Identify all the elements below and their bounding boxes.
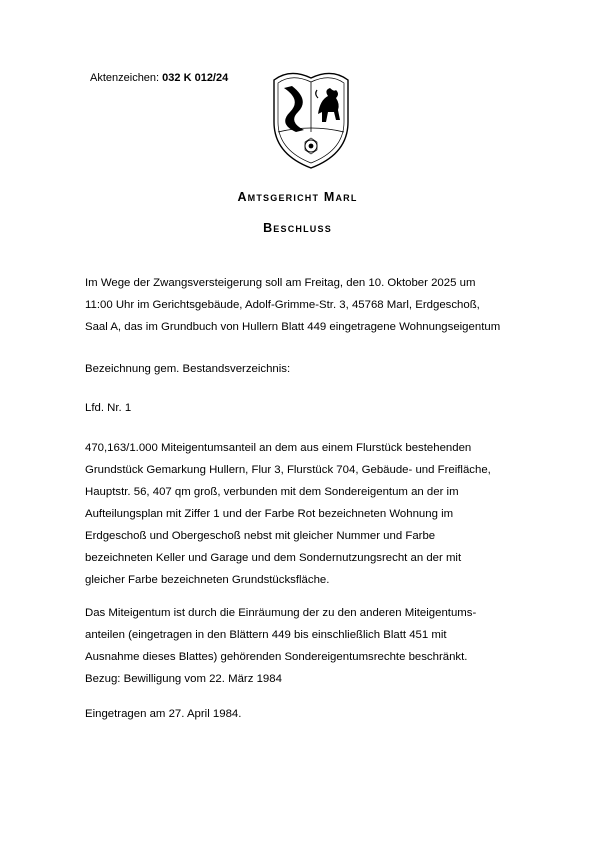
text-line: gleicher Farbe bezeichneten Grundstücksfläche. [85, 574, 330, 586]
lfd-nr: Lfd. Nr. 1 [85, 402, 132, 414]
case-label: Aktenzeichen: [90, 72, 160, 84]
text-line: Bezug: Bewilligung vom 22. März 1984 [85, 673, 282, 685]
text-line: Ausnahme dieses Blattes) gehörenden Sondereigentumsrechte beschränkt. [85, 651, 468, 663]
property-paragraph [85, 437, 525, 591]
text-line: 470,163/1.000 Miteigentumsanteil an dem aus einem Flurstück bestehenden [85, 442, 472, 454]
case-reference [90, 72, 228, 84]
text-line: Saal A, das im Grundbuch von Hullern Blatt 449 eingetragene Wohnungseigentum [85, 321, 501, 333]
restriction-paragraph [85, 602, 525, 690]
designation-heading: Bezeichnung gem. Bestandsverzeichnis: [85, 363, 291, 375]
text-line: Das Miteigentum ist durch die Einräumung der zu den anderen Miteigentums- [85, 607, 477, 619]
document-type: Beschluss [263, 221, 332, 235]
case-number: 032 K 012/24 [162, 72, 229, 84]
nrw-coat-of-arms-icon [268, 66, 354, 170]
text-line: Im Wege der Zwangsversteigerung soll am Freitag, den 10. Oktober 2025 um [85, 277, 476, 289]
text-line: Hauptstr. 56, 407 qm groß, verbunden mit dem Sondereigentum an der im [85, 486, 459, 498]
text-line: bezeichneten Keller und Garage und dem Sondernutzungsrecht an der mit [85, 552, 462, 564]
court-name: Amtsgericht Marl [237, 190, 358, 204]
registration-date: Eingetragen am 27. April 1984. [85, 708, 242, 720]
intro-paragraph [85, 272, 525, 338]
text-line: Grundstück Gemarkung Hullern, Flur 3, Flurstück 704, Gebäude- und Freifläche, [85, 464, 491, 476]
text-line: Erdgeschoß und Obergeschoß nebst mit gleicher Nummer und Farbe [85, 530, 436, 542]
text-line: anteilen (eingetragen in den Blättern 449 bis einschließlich Blatt 451 mit [85, 629, 447, 641]
text-line: Aufteilungsplan mit Ziffer 1 und der Farbe Rot bezeichneten Wohnung im [85, 508, 454, 520]
text-line: 11:00 Uhr im Gerichtsgebäude, Adolf-Grimme-Str. 3, 45768 Marl, Erdgeschoß, [85, 299, 480, 311]
